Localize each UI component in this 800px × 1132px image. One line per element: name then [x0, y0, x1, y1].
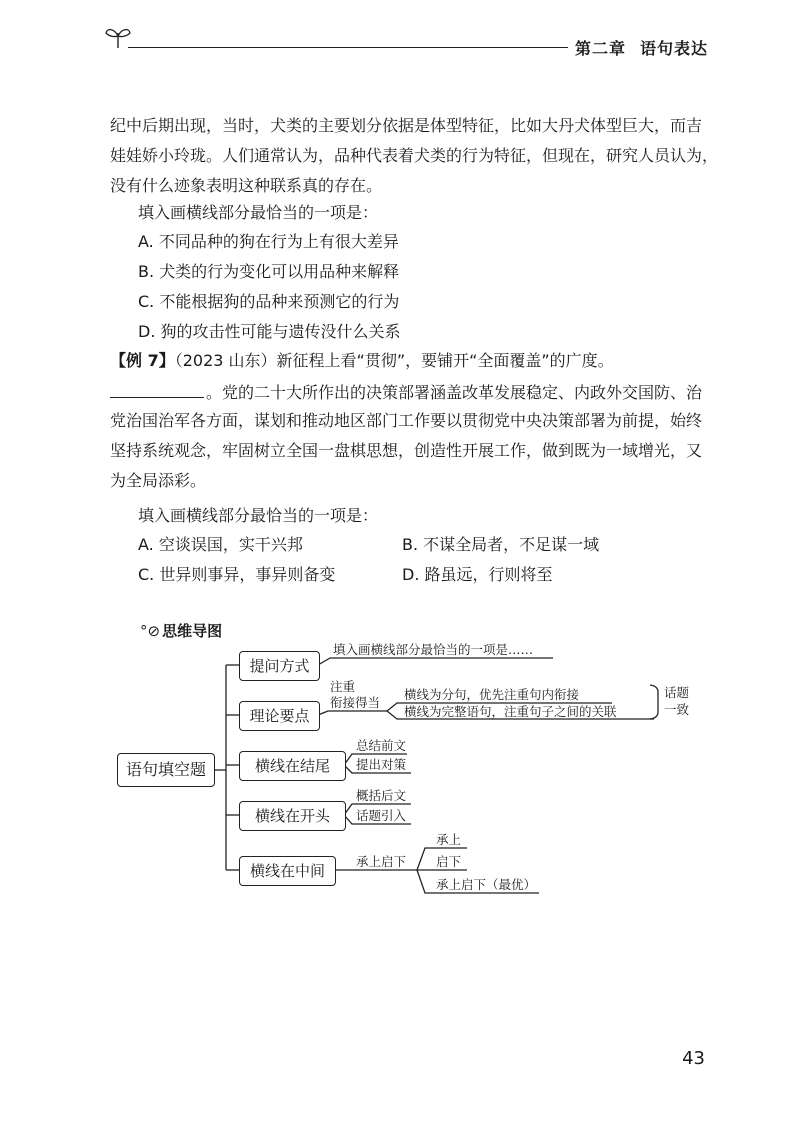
- branch-ask-style: 提问方式: [239, 651, 320, 681]
- option-a: A. 空谈误国，实干兴邦: [138, 535, 303, 554]
- middle-item: 承上启下（最优）: [436, 877, 537, 892]
- theory-note: 衔接得当: [330, 695, 381, 710]
- end-item: 提出对策: [356, 757, 407, 772]
- option-a: A. 不同品种的狗在行为上有很大差异: [138, 232, 399, 251]
- theory-item: 横线为完整语句，注重句子之间的关联: [404, 704, 617, 719]
- theory-item: 横线为分句，优先注重句内衔接: [404, 687, 580, 702]
- passage-line: 没有什么迹象表明这种联系真的存在。: [110, 176, 383, 195]
- branch-end: 横线在结尾: [239, 751, 346, 781]
- branch-start: 横线在开头: [239, 801, 346, 831]
- pencil-icon: °⊘: [140, 622, 161, 640]
- passage-line: 娃娃娇小玲珑。人们通常认为，品种代表着犬类的行为特征，但现在，研究人员认为，: [110, 146, 719, 165]
- branch-theory: 理论要点: [239, 701, 320, 731]
- option-c: C. 不能根据狗的品种来预测它的行为: [138, 292, 400, 311]
- middle-link: 承上启下: [356, 854, 407, 869]
- example-text: 为全局添彩。: [110, 471, 207, 490]
- example-text: （2023 山东）新征程上看“贯彻”，要铺开“全面覆盖”的广度。: [174, 351, 614, 370]
- bracket-note: 话题 一致: [664, 685, 690, 717]
- option-d: D. 路虽远，行则将至: [402, 565, 553, 584]
- example-text: 党治国治军各方面，谋划和推动地区部门工作要以贯彻党中央决策部署为前提，始终: [110, 411, 703, 430]
- example-text: 坚持系统观念，牢固树立全国一盘棋思想，创造性开展工作，做到既为一域增光，又: [110, 441, 703, 460]
- section-title: 思维导图: [162, 622, 223, 640]
- chapter-name: 语句表达: [639, 39, 708, 58]
- option-d: D. 狗的攻击性可能与遗传没什么关系: [138, 322, 401, 341]
- page-number: 43: [682, 1048, 705, 1069]
- middle-item: 启下: [436, 854, 462, 869]
- passage-line: 纪中后期出现，当时，犬类的主要划分依据是体型特征，比如大丹犬体型巨大，而吉: [110, 116, 703, 135]
- option-b: B. 不谋全局者，不足谋一域: [402, 535, 600, 554]
- example-text: 。党的二十大所作出的决策部署涵盖改革发展稳定、内政外交国防、治: [206, 383, 703, 402]
- end-item: 总结前文: [356, 738, 407, 753]
- start-item: 话题引入: [356, 808, 407, 823]
- mindmap-root: 语句填空题: [117, 753, 215, 787]
- chapter-number: 第二章: [574, 39, 626, 58]
- option-b: B. 犬类的行为变化可以用品种来解释: [138, 262, 400, 281]
- branch-middle: 横线在中间: [239, 856, 336, 886]
- ask-style-text: 填入画横线部分最恰当的一项是……: [333, 642, 534, 657]
- theory-note: 注重: [330, 679, 356, 694]
- example-label: 【例 7】: [110, 351, 175, 370]
- middle-item: 承上: [436, 832, 462, 847]
- start-item: 概括后文: [356, 788, 407, 803]
- option-c: C. 世异则事异，事异则备变: [138, 565, 336, 584]
